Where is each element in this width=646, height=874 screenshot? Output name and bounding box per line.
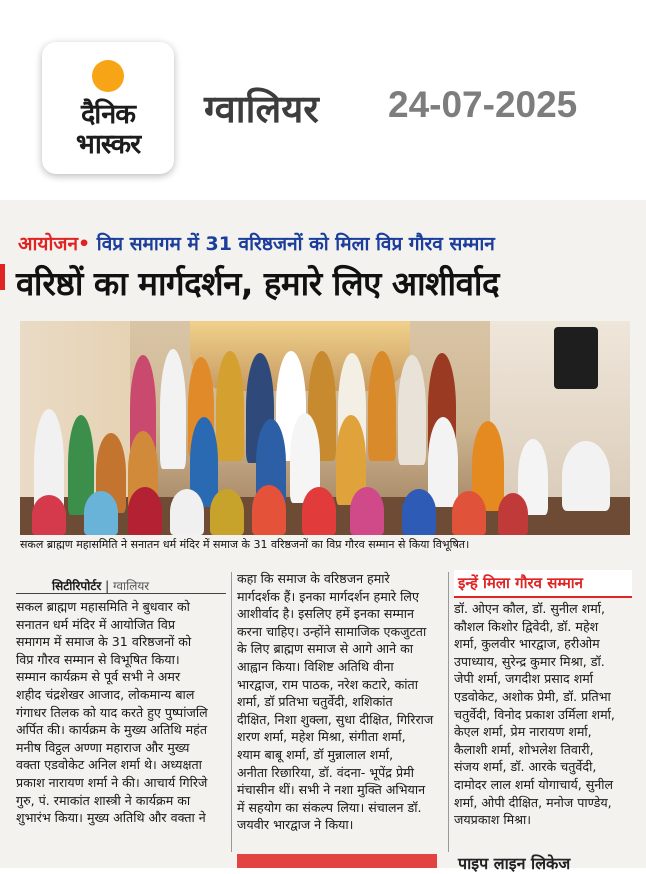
column-line: गुरु, पं. रमाकांत शास्त्री ने कार्यक्रम का bbox=[16, 792, 191, 808]
city-name: ग्वालियर bbox=[204, 87, 319, 131]
column-line: डॉ. ओएन कौल, डॉ. सुनील शर्मा, bbox=[454, 601, 605, 616]
column-line: कहा कि समाज के वरिष्ठजन हमारे bbox=[237, 571, 390, 586]
column-line: वक्ता एडवोकेट अनिल शर्मा थे। अध्यक्षता bbox=[16, 757, 202, 773]
byline-rule bbox=[16, 593, 226, 594]
newspaper-logo bbox=[42, 42, 174, 174]
column-rule bbox=[231, 572, 232, 852]
sun-icon bbox=[92, 60, 124, 92]
photo-person bbox=[350, 487, 384, 535]
headline-marker bbox=[0, 264, 5, 290]
next-article-strip bbox=[237, 854, 437, 868]
byline-place: ग्वालियर bbox=[112, 579, 150, 593]
article-column-2 bbox=[237, 570, 443, 834]
photo-person bbox=[252, 485, 286, 535]
column-line: जयप्रकाश मिश्रा। bbox=[454, 812, 532, 828]
column-line: दीक्षित, निशा शुक्ला, सुधा दीक्षित, गिरिराज bbox=[237, 711, 434, 727]
photo-person bbox=[84, 491, 118, 535]
column-line: शहीद चंद्रशेखर आजाद, लोकमान्य बाल bbox=[16, 686, 195, 702]
column-line: सम्मान कार्यक्रम से पूर्व सभी ने अमर bbox=[16, 669, 181, 685]
column-line: सनातन धर्म मंदिर में आयोजित विप्र bbox=[16, 616, 176, 632]
photo-person bbox=[398, 355, 426, 465]
photo-person bbox=[562, 441, 610, 511]
column-line: मार्गदर्शक हैं। इनका मार्गदर्शन हमारे लिए bbox=[237, 588, 419, 604]
column-line: प्रकाश नारायण शर्मा ने की। आचार्य गिरिजे bbox=[16, 774, 208, 790]
column-line: गंगाधर तिलक को याद करते हुए पुष्पांजलि bbox=[16, 704, 208, 720]
photo-person bbox=[210, 489, 244, 535]
column-line: उपाध्याय, सुरेन्द्र कुमार मिश्रा, डॉ. bbox=[454, 653, 605, 669]
byline-separator: | bbox=[101, 579, 113, 593]
column-line: शर्मा, कुलवीर भारद्वाज, हरीओम bbox=[454, 636, 600, 652]
photo-person bbox=[128, 487, 162, 535]
honorees-box-title-text: इन्हें मिला गौरव सम्मान bbox=[458, 574, 584, 592]
column-line: आशीर्वाद है। इसलिए हमें इनका सम्मान bbox=[237, 606, 414, 622]
column-line: समागम में समाज के 31 वरिष्ठजनों को bbox=[16, 634, 192, 650]
event-photo bbox=[20, 321, 630, 535]
logo-text-line1: दैनिक bbox=[80, 99, 136, 130]
photo-person bbox=[32, 495, 66, 535]
next-article-heading: पाइप लाइन लिकेज bbox=[458, 854, 571, 873]
column-line: केएल शर्मा, प्रेम नारायण शर्मा, bbox=[454, 724, 592, 740]
photo-person bbox=[452, 491, 486, 535]
kicker-dot: • bbox=[78, 233, 91, 255]
column-line: दामोदर लाल शर्मा योगाचार्य, सुनील bbox=[454, 776, 614, 792]
column-line: शर्मा, ओपी दीक्षित, मनोज पाण्डेय, bbox=[454, 794, 612, 810]
column-line: जयवीर भारद्वाज ने किया। bbox=[237, 817, 354, 833]
column-line: कैलाशी शर्मा, शोभलेश तिवारी, bbox=[454, 741, 594, 757]
header-bar bbox=[0, 0, 646, 200]
photo-person bbox=[160, 349, 186, 469]
column-line: शुभारंभ किया। मुख्य अतिथि और वक्ता ने bbox=[16, 810, 206, 826]
article-column-1 bbox=[16, 598, 226, 827]
photo-person bbox=[216, 351, 244, 461]
column-line: एडवोकेट, अशोक प्रेमी, डॉ. प्रतिभा bbox=[454, 688, 611, 704]
column-line: आह्वान किया। विशिष्ट अतिथि वीना bbox=[237, 658, 394, 674]
photo-person bbox=[428, 417, 458, 507]
column-line: जेपी शर्मा, जगदीश प्रसाद शर्मा bbox=[454, 671, 594, 687]
photo-person bbox=[498, 493, 528, 535]
photo-person bbox=[302, 487, 336, 535]
column-line: सकल ब्राह्मण महासमिति ने बुधवार को bbox=[16, 599, 190, 614]
column-line: चतुर्वेदी, विनोद प्रकाश उर्मिला शर्मा, bbox=[454, 706, 615, 722]
column-line: संजय शर्मा, डॉ. आरके चतुर्वेदी, bbox=[454, 759, 597, 775]
column-rule bbox=[448, 572, 449, 852]
honorees-list bbox=[454, 600, 632, 829]
photo-speaker bbox=[554, 327, 598, 389]
column-line: कौशल किशोर द्विवेदी, डॉ. महेश bbox=[454, 618, 599, 634]
column-line: विप्र गौरव सम्मान से विभूषित किया। bbox=[16, 651, 180, 667]
photo-caption: सकल ब्राह्मण महासमिति ने सनातन धर्म मंदिर में समाज के 31 वरिष्ठजनों का विप्र गौरव सम्मान से किया विभूषित। bbox=[20, 537, 630, 555]
photo-person bbox=[368, 351, 396, 461]
column-line: शरण शर्मा, महेश मिश्रा, संगीता शर्मा, bbox=[237, 729, 406, 745]
kicker bbox=[18, 230, 495, 256]
column-line: करना चाहिए। उन्होंने सामाजिक एकजुटता bbox=[237, 623, 427, 639]
column-line: के लिए ब्राह्मण समाज से आगे आने का bbox=[237, 641, 414, 657]
column-line: अर्पित की। कार्यक्रम के मुख्य अतिथि महंत bbox=[16, 722, 208, 738]
column-line: भारद्वाज, राम पाठक, नरेश कटारे, कांता bbox=[237, 676, 418, 692]
edition-date: 24-07-2025 bbox=[388, 84, 578, 125]
headline: वरिष्ठों का मार्गदर्शन, हमारे लिए आशीर्वाद bbox=[16, 264, 499, 303]
column-line: श्याम बाबू शर्मा, डॉ मुन्नालाल शर्मा, bbox=[237, 746, 394, 762]
byline-reporter: सिटीरिपोर्टर bbox=[52, 579, 102, 593]
kicker-label: आयोजन bbox=[18, 233, 79, 255]
column-line: में सहयोग का संकल्प लिया। संचालन डॉ. bbox=[237, 799, 422, 815]
logo-text-line2: भास्कर bbox=[75, 129, 141, 160]
column-line: अनीता रिछारिया, डॉ. वंदना- भूपेंद्र प्रेमी bbox=[237, 764, 414, 780]
kicker-text: विप्र समागम में 31 वरिष्ठजनों को मिला विप्र गौरव सम्मान bbox=[96, 233, 495, 255]
column-line: शर्मा, डॉ प्रतिभा चतुर्वेदी, शशिकांत bbox=[237, 694, 393, 710]
column-line: मनीष विट्ठल अण्णा महाराज और मुख्य bbox=[16, 739, 190, 755]
column-line: मंचासीन थीं। सभी ने नशा मुक्ति अभियान bbox=[237, 782, 426, 798]
honorees-box-title bbox=[454, 570, 632, 598]
photo-person bbox=[170, 489, 204, 535]
news-clipping bbox=[0, 200, 646, 873]
photo-person bbox=[402, 489, 436, 535]
byline bbox=[52, 577, 149, 594]
